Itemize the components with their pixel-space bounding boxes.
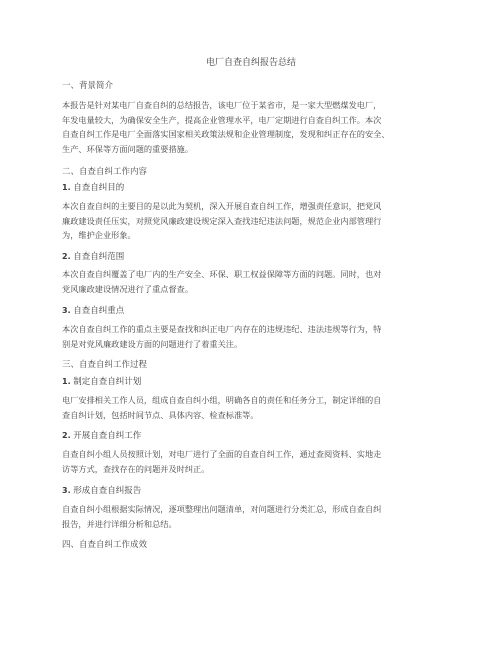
paragraph-focus [62,322,442,351]
paragraph-line: 为，维护企业形象。 [62,230,136,241]
paragraph-line: 查自纠计划，包括时间节点、具体内容、检查标准等。 [62,409,259,420]
section-heading-content: 二、自查自纠工作内容 [62,167,148,177]
subheading-number: 1. [62,183,71,192]
subheading-number: 3. [62,306,71,315]
paragraph-background [62,98,442,157]
subheading-text: 制定自查自纠计划 [70,377,142,387]
paragraph-line: 廉政建设责任压实，对照党风廉政建设规定深入查找违纪违法问题，规范企业内部管理行 [62,215,382,226]
paragraph-line: 报告，并进行详细分析和总结。 [62,518,177,529]
subheading-focus [62,305,124,317]
paragraph-line: 自查自纠工作是电厂全面落实国家相关政策法规和企业管理制度，发现和纠正存在的安全、 [62,129,390,140]
subheading-number: 1. [62,377,71,386]
document-title: 电厂自查自纠报告总结 [205,58,296,68]
paragraph-line: 本次自查自纠的主要目的是以此为契机，深入开展自查自纠工作，增强责任意识，把党风 [62,201,382,211]
paragraph-line: 本报告是针对某电厂自查自纠的总结报告，该电厂位于某省市，是一家大型燃煤发电厂， [62,100,382,110]
paragraph-line: 生产、环保等方面问题的重要措施。 [62,144,194,155]
paragraph-line: 电厂安排相关工作人员，组成自查自纠小组，明确各自的责任和任务分工，制定详细的自 [62,395,382,405]
paragraph-purpose [62,199,442,243]
subheading-plan [62,376,141,388]
paragraph-plan [62,393,442,422]
subheading-text: 自查自纠重点 [70,306,125,316]
paragraph-report [62,502,442,531]
subheading-number: 2. [62,431,71,440]
subheading-number: 2. [62,252,71,261]
paragraph-line: 本次自查自纠覆盖了电厂内的生产安全、环保、职工权益保障等方面的问题。同时，也对 [62,269,382,279]
section-heading-results: 四、自查自纠工作成效 [62,540,148,550]
paragraph-scope [62,267,442,296]
paragraph-line: 自查自纠小组人员按照计划，对电厂进行了全面的自查自纠工作，通过查阅资料、实地走 [62,449,382,459]
section-heading-background: 一、背景简介 [62,81,114,91]
paragraph-conduct [62,447,442,476]
paragraph-line: 访等方式，查找存在的问题并及时纠正。 [62,463,210,474]
subheading-purpose [62,182,124,194]
subheading-text: 形成自查自纠报告 [70,486,142,496]
subheading-text: 自查自纠范围 [70,252,125,262]
subheading-number: 3. [62,486,71,495]
subheading-text: 自查自纠目的 [70,183,125,193]
subheading-report [62,485,141,497]
paragraph-line: 党风廉政建设情况进行了重点督查。 [62,283,194,294]
paragraph-line: 自查自纠小组根据实际情况，逐项整理出问题清单，对问题进行分类汇总，形成自查自纠 [62,504,382,514]
section-heading-process: 三、自查自纠工作过程 [62,360,148,370]
subheading-text: 开展自查自纠工作 [70,431,142,441]
paragraph-line: 年发电量较大，为确保安全生产，提高企业管理水平，电厂定期进行自查自纠工作。本次 [62,114,382,125]
subheading-scope [62,251,124,263]
paragraph-line: 本次自查自纠工作的重点主要是查找和纠正电厂内存在的违规违纪、违法违规等行为，特 [62,324,382,334]
paragraph-line: 别是对党风廉政建设方面的问题进行了着重关注。 [62,338,243,349]
subheading-conduct [62,430,141,442]
